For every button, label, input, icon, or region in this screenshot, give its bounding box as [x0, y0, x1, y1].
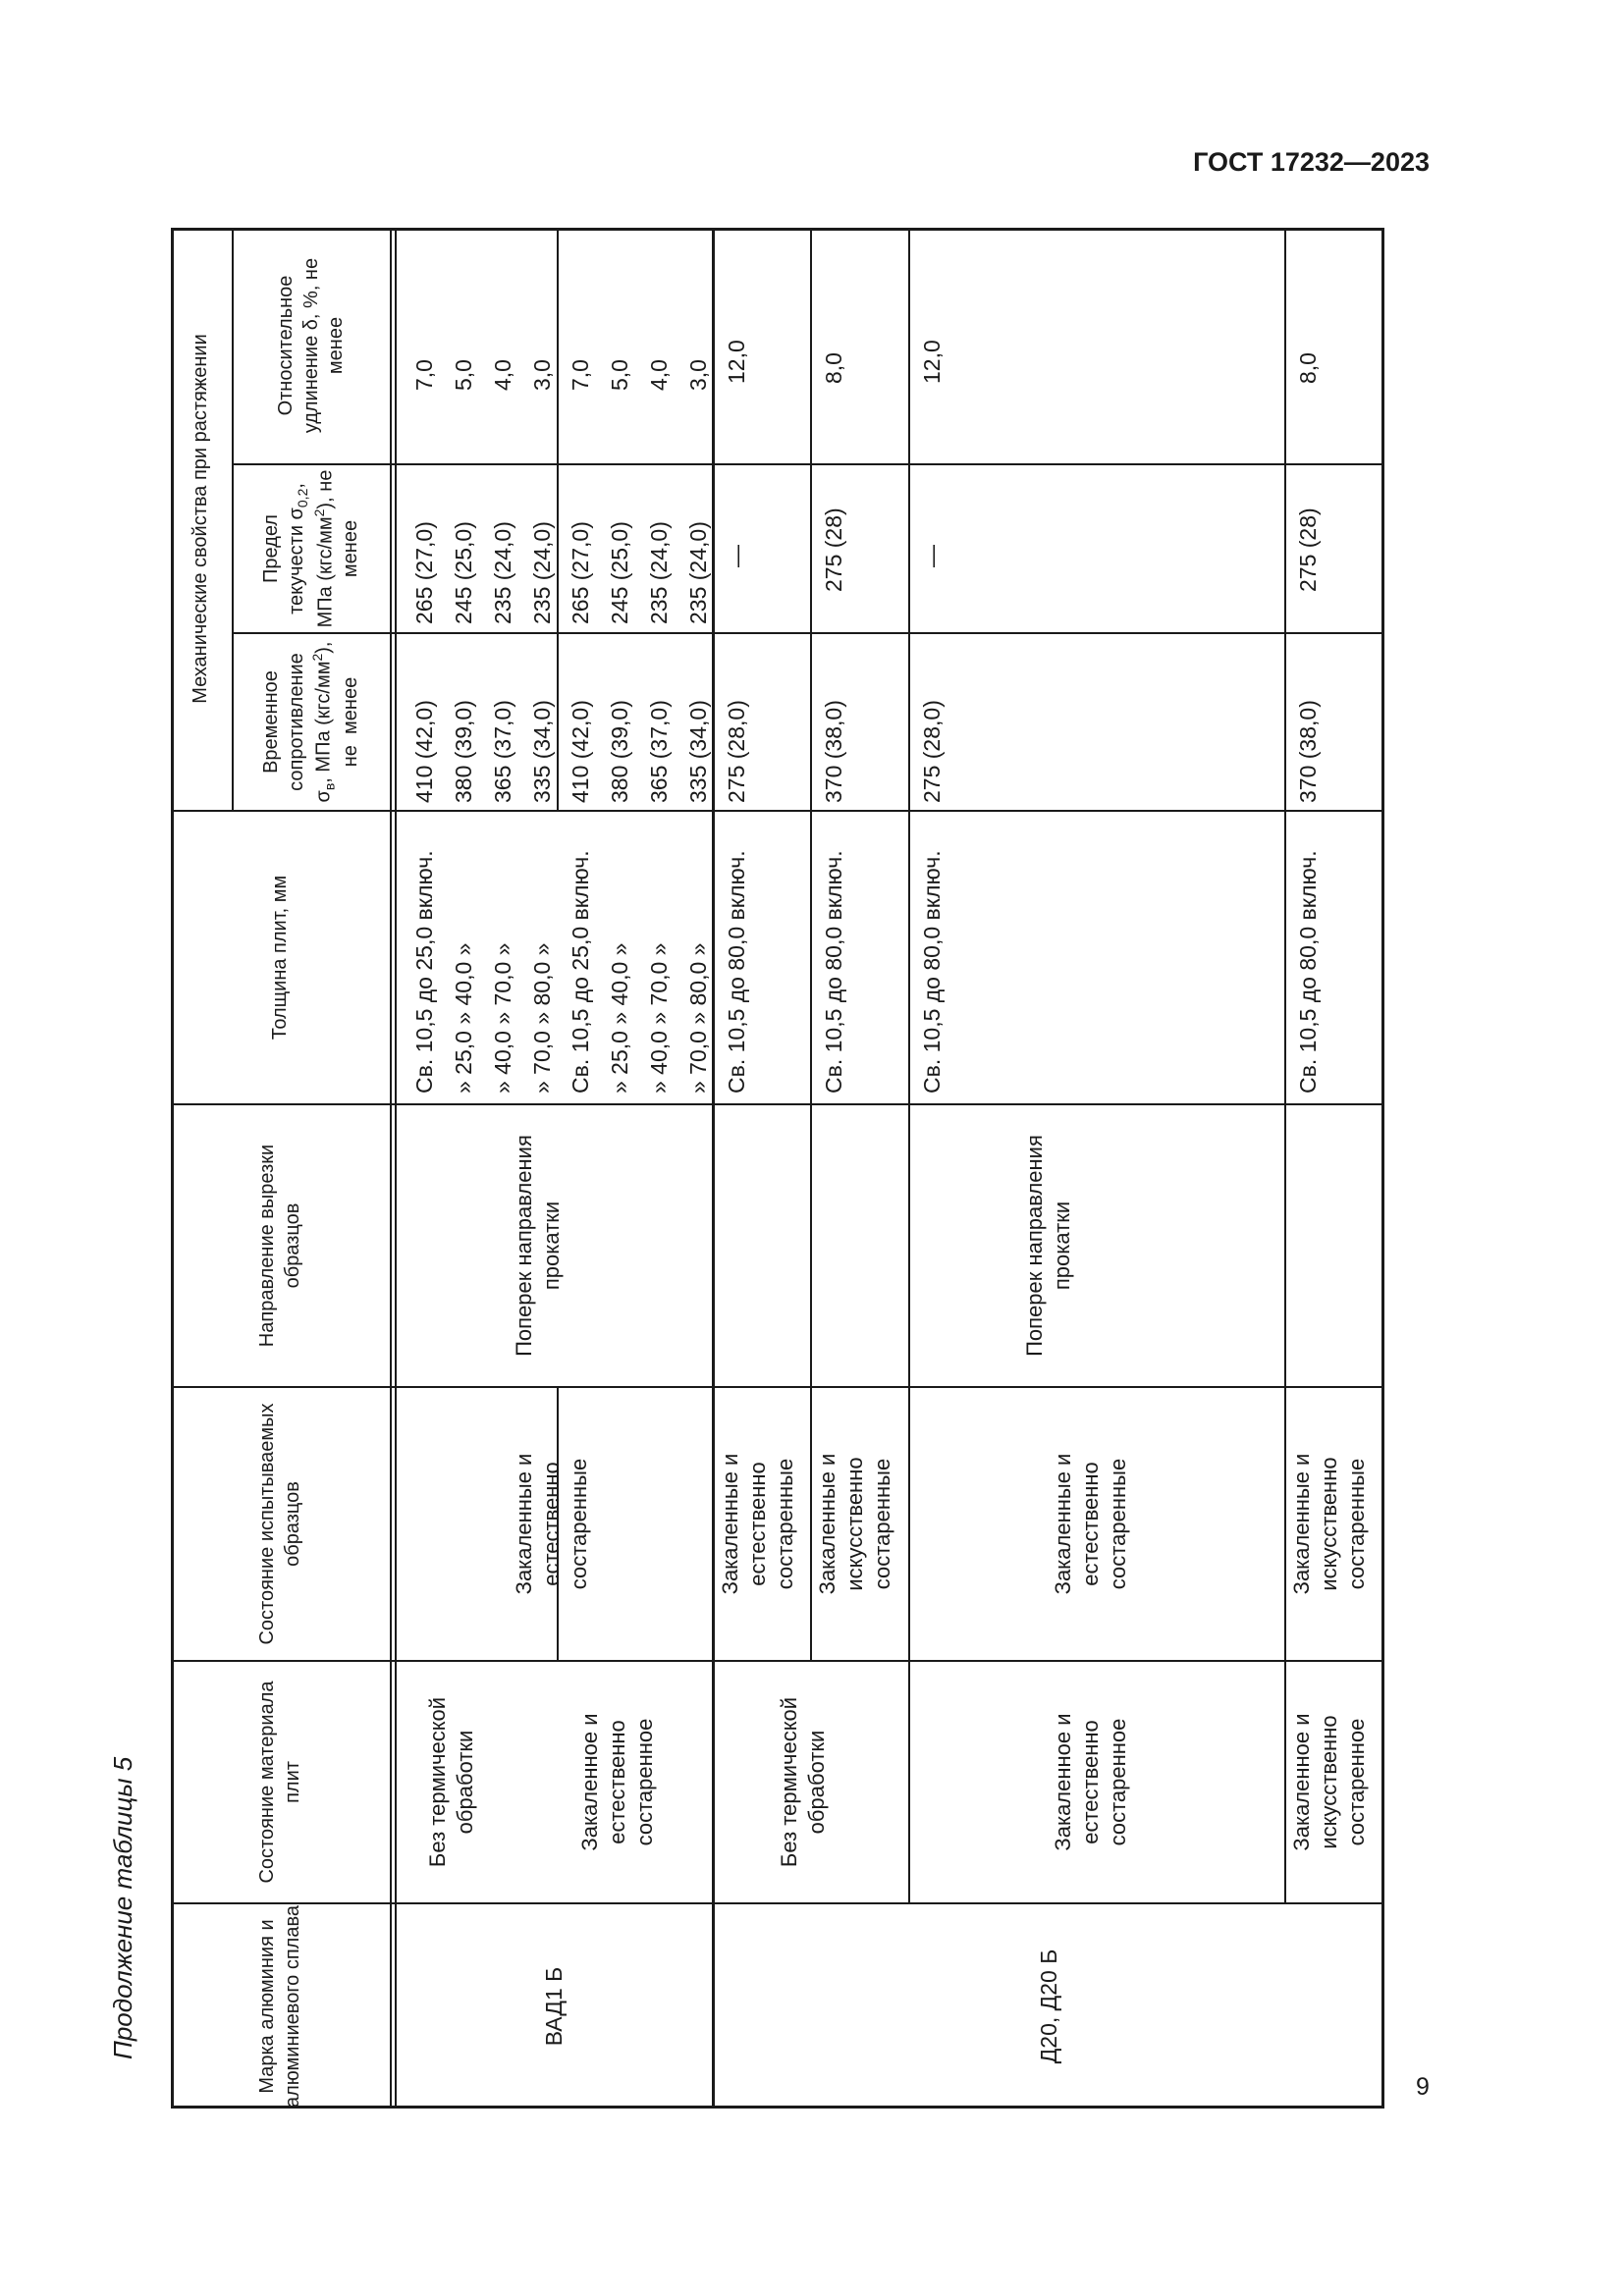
cell-sample-quenched-art-1: Закаленные и искусственно состаренные [815, 1453, 894, 1595]
yield-r3: — [724, 545, 749, 567]
cell-material-no-heat-2: Без термической обработки [777, 1696, 829, 1868]
header-material-state: Состояние материала плит [256, 1681, 303, 1884]
cell-sample-quenched-nat-1: Закаленные и естественно состаренные [512, 1453, 591, 1595]
header-yield: Предел текучести $\sigma_{0,2}$, МПа $(кгс/мм^2)$, не менее [260, 469, 362, 628]
yield-list-1: 265 (27,0) 245 (25,0) 235 (24,0) 235 (24,0) [411, 521, 555, 624]
header-thickness: Толщина плит, мм [268, 875, 291, 1041]
yield-r5: — [919, 545, 945, 567]
cell-grade-vad1: ВАД1 Б [540, 1966, 567, 2047]
yield-r4: 275 (28) [821, 507, 846, 592]
document-code: ГОСТ 17232—2023 [1193, 147, 1430, 177]
page-number: 9 [1416, 2073, 1430, 2101]
elong-r4: 8,0 [821, 352, 846, 384]
elong-r5: 12,0 [919, 340, 945, 384]
tensile-r3: 275 (28,0) [724, 700, 749, 803]
thickness-r6: Св. 10,5 до 80,0 включ. [1295, 850, 1321, 1094]
tensile-r4: 370 (38,0) [821, 700, 846, 803]
header-elongation: Относительное удлинение δ, %, не менее [275, 257, 348, 434]
cell-sample-quenched-art-2: Закаленные и искусственно состаренные [1289, 1453, 1369, 1595]
header-grade: Марка алюминия и алюминиевого сплава [256, 1904, 303, 2109]
elong-r3: 12,0 [724, 340, 749, 384]
yield-list-2: 265 (27,0) 245 (25,0) 235 (24,0) 235 (24,0) [568, 521, 711, 624]
thickness-r4: Св. 10,5 до 80,0 включ. [821, 850, 846, 1094]
elong-list-2: 7,0 5,0 4,0 3,0 [568, 359, 711, 391]
header-sample-state: Состояние испытываемых образцов [256, 1403, 303, 1645]
cell-sample-quenched-nat-2: Закаленные и естественно состаренные [718, 1453, 797, 1595]
cell-material-quenched-art: Закаленное и искусственно состаренное [1289, 1713, 1369, 1851]
cell-material-quenched-nat-2: Закаленное и естественно состаренное [1051, 1713, 1130, 1851]
thickness-r5: Св. 10,5 до 80,0 включ. [919, 850, 945, 1094]
thickness-list-2: Св. 10,5 до 25,0 включ. » 25,0 » 40,0 » » 40,0 » 70,0 » » 70,0 » 80,0 » [568, 850, 711, 1094]
header-mech-group: Механические свойства при растяжении [189, 334, 212, 704]
cell-material-quenched-nat-1: Закаленное и естественно состаренное [577, 1713, 657, 1851]
table-5-continuation [171, 228, 1384, 2109]
tensile-r5: 275 (28,0) [919, 700, 945, 803]
header-direction: Направление вырезки образцов [256, 1144, 303, 1348]
cell-direction-1: Поперек направления прокатки [512, 1135, 564, 1357]
table-caption: Продолжение таблицы 5 [108, 1756, 137, 2059]
thickness-list-1: Св. 10,5 до 25,0 включ. » 25,0 » 40,0 » » 40,0 » 70,0 » » 70,0 » 80,0 » [411, 850, 555, 1094]
elong-list-1: 7,0 5,0 4,0 3,0 [411, 359, 555, 391]
cell-material-no-heat-1: Без термической обработки [425, 1696, 477, 1868]
thickness-r3: Св. 10,5 до 80,0 включ. [724, 850, 749, 1094]
cell-sample-quenched-nat-3: Закаленные и естественно состаренные [1051, 1453, 1130, 1595]
cell-direction-2: Поперек направления прокатки [1022, 1135, 1074, 1357]
tensile-r6: 370 (38,0) [1295, 700, 1321, 803]
yield-r6: 275 (28) [1295, 507, 1321, 592]
header-tensile: Временное сопротивление $\sigma_в$, МПа $(кгс/мм^2)$, не менее [260, 641, 362, 803]
tensile-list-1: 410 (42,0) 380 (39,0) 365 (37,0) 335 (34,0) [411, 700, 555, 803]
elong-r6: 8,0 [1295, 352, 1321, 384]
cell-grade-d20: Д20, Д20 Б [1036, 1949, 1062, 2064]
tensile-list-2: 410 (42,0) 380 (39,0) 365 (37,0) 335 (34,0) [568, 700, 711, 803]
